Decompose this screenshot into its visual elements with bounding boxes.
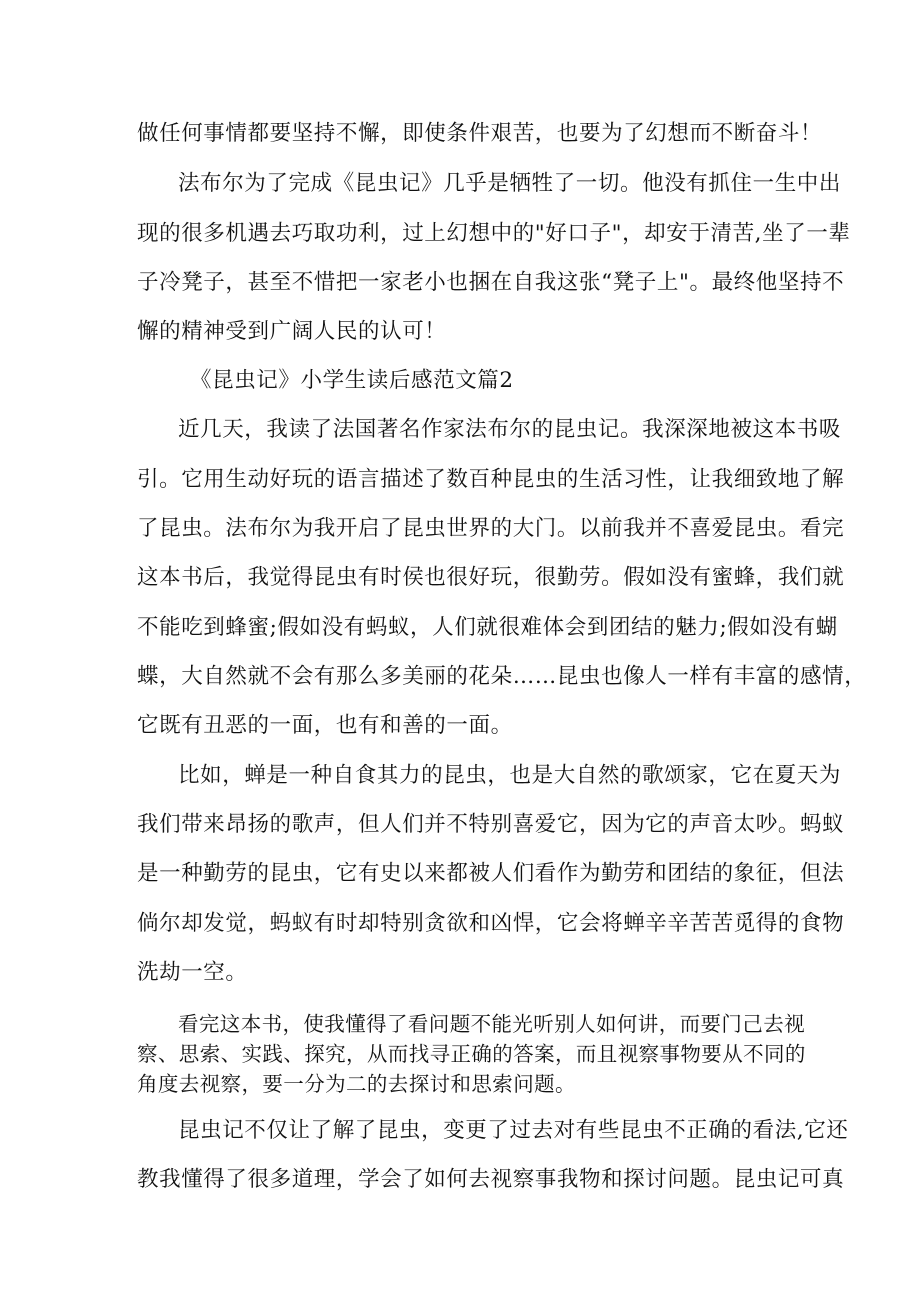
- paragraph-line: 引。它用生动好玩的语言描述了数百种昆虫的生活习性，让我细致地了解: [137, 467, 845, 492]
- paragraph-line: 法布尔为了完成《昆虫记》几乎是牺牲了一切。他没有抓住一生中出: [178, 171, 842, 196]
- paragraph-line: 不能吃到蜂蜜;假如没有蚂蚁，人们就很难体会到团结的魅力;假如没有蝴: [137, 615, 838, 640]
- paragraph-line: 我们带来昂扬的歌声，但人们并不特别喜爱它，因为它的声音太吵。蚂蚁: [137, 812, 845, 837]
- paragraph-line: 蝶，大自然就不会有那么多美丽的花朵……昆虫也像人一样有丰富的感情，: [137, 664, 867, 689]
- paragraph-line: 是一种勤劳的昆虫，它有史以来都被人们看作为勤劳和团结的象征，但法: [137, 861, 845, 886]
- paragraph-line: 比如，蝉是一种自食其力的昆虫，也是大自然的歌颂家，它在夏天为: [178, 763, 842, 788]
- paragraph-line: 察、思索、实践、探究，从而找寻正确的答案，而且视察事物要从不同的: [137, 1042, 806, 1066]
- paragraph-line: 做任何事情都要坚持不懈，即使条件艰苦，也要为了幻想而不断奋斗！: [137, 121, 823, 146]
- paragraph-line: 洗劫一空。: [137, 960, 248, 985]
- paragraph-line: 子冷凳子，甚至不惜把一家老小也捆在自我这张“凳子上"。最终他坚持不: [137, 270, 845, 295]
- paragraph-line: 它既有丑恶的一面，也有和善的一面。: [137, 713, 513, 738]
- section-heading: 《昆虫记》小学生读后感范文篇2: [190, 368, 514, 393]
- paragraph-line: 角度去视察，要一分为二的去探讨和思索问题。: [137, 1072, 576, 1096]
- paragraph-line: 看完这本书，使我懂得了看问题不能光听别人如何讲，而要门己去视: [178, 1012, 805, 1036]
- paragraph-line: 这本书后，我觉得昆虫有时侯也很好玩，很勤劳。假如没有蜜蜂，我们就: [137, 565, 845, 590]
- paragraph-line: 昆虫记不仅让了解了昆虫，变更了过去对有些昆虫不正确的看法,它还: [178, 1118, 849, 1143]
- paragraph-line: 近几天，我读了法国著名作家法布尔的昆虫记。我深深地被这本书吸: [178, 417, 842, 442]
- paragraph-line: 教我懂得了很多道理，学会了如何去视察事我物和探讨问题。昆虫记可真: [137, 1167, 845, 1192]
- paragraph-line: 懈的精神受到广阔人民的认可！: [137, 319, 447, 344]
- paragraph-line: 了昆虫。法布尔为我开启了昆虫世界的大门。以前我并不喜爱昆虫。看完: [137, 516, 845, 541]
- paragraph-line: 现的很多机遇去巧取功利，过上幻想中的"好口子"，却安于清苦,坐了一辈: [137, 221, 851, 246]
- paragraph-line: 倘尔却发觉，蚂蚁有时却特别贪欲和凶悍，它会将蝉辛辛苦苦觅得的食物: [137, 911, 845, 936]
